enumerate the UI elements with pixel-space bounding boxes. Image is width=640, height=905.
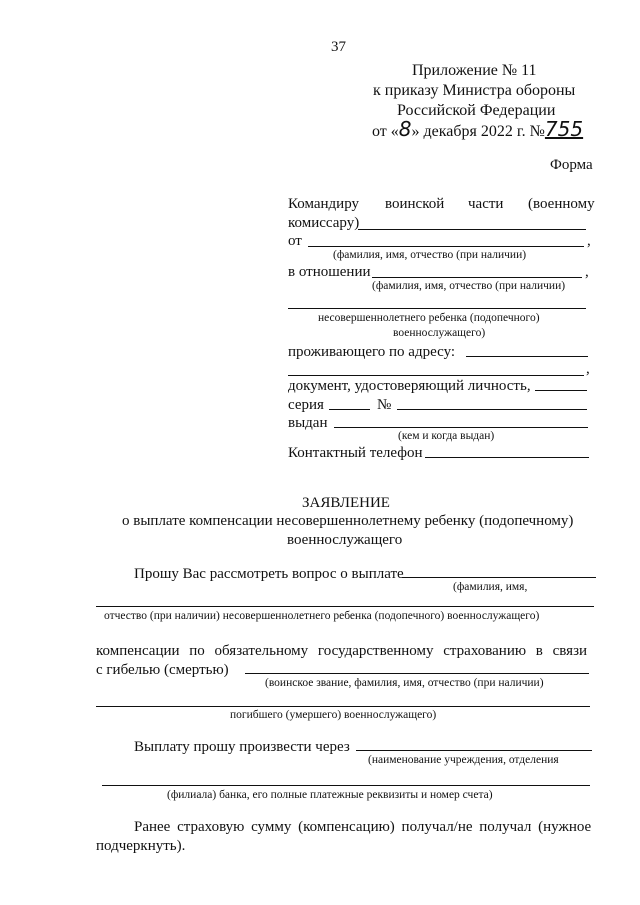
id-document-line[interactable]: [535, 390, 587, 391]
address-label: проживающего по адресу:: [288, 344, 456, 360]
from-comma: ,: [587, 233, 591, 249]
number-label: №: [377, 397, 392, 413]
document-subtitle-2: военнослужащего: [287, 532, 403, 548]
regarding-hint: (фамилия, имя, отчество (при наличии): [372, 280, 566, 292]
date-day: 8: [398, 117, 412, 141]
from-label: от: [288, 233, 302, 249]
child-line[interactable]: [288, 308, 586, 309]
institution-line-2[interactable]: [102, 785, 590, 786]
deceased-hint-1: (воинское звание, фамилия, имя, отчество (при наличии): [265, 677, 544, 689]
deceased-hint-2: погибшего (умершего) военнослужащего): [230, 709, 437, 721]
document-title: ЗАЯВЛЕНИЕ: [302, 495, 390, 511]
date-middle: » декабря 2022 г. №: [411, 123, 545, 140]
address-line-2[interactable]: [288, 375, 584, 376]
previous-payment-text-2: подчеркнуть).: [96, 838, 186, 854]
addressee-word-4: (военному: [528, 196, 595, 212]
from-hint: (фамилия, имя, отчество (при наличии): [333, 249, 527, 261]
payment-text: Выплату прошу произвести через: [134, 739, 350, 755]
phone-line[interactable]: [425, 457, 589, 458]
series-line[interactable]: [329, 409, 370, 410]
child-fullname-hint: отчество (при наличии) несовершеннолетнего ребенка (подопечного) военнослужащего): [104, 610, 540, 622]
child-name-line[interactable]: [402, 577, 596, 578]
deceased-line-2[interactable]: [96, 706, 590, 707]
compensation-text-2: с гибелью (смертью): [96, 662, 229, 678]
series-label: серия: [288, 397, 324, 413]
phone-label: Контактный телефон: [288, 445, 423, 461]
order-number: 755: [544, 117, 584, 141]
child-name-hint: (фамилия, имя,: [453, 581, 528, 593]
document-subtitle-1: о выплате компенсации несовершеннолетнему ребенку (подопечному): [122, 513, 574, 529]
date-prefix: от «: [372, 123, 399, 140]
issued-hint: (кем и когда выдан): [398, 430, 495, 442]
regarding-line[interactable]: [372, 277, 582, 278]
number-line[interactable]: [397, 409, 587, 410]
institution-hint: (наименование учреждения, отделения: [368, 754, 559, 766]
deceased-line-1[interactable]: [245, 673, 589, 674]
addressee-word-2: воинской: [385, 196, 445, 212]
addressee-word-1: Командиру: [288, 196, 360, 212]
compensation-text-1: компенсации по обязательному государственному страхованию в связи: [96, 643, 588, 659]
appendix-title: Приложение № 11: [412, 62, 537, 79]
from-line[interactable]: [308, 246, 584, 247]
request-text: Прошу Вас рассмотреть вопрос о выплате: [134, 566, 404, 582]
issued-label: выдан: [288, 415, 328, 431]
child-hint-2: военнослужащего): [393, 327, 486, 339]
form-label: Форма: [550, 157, 593, 173]
institution-line-1[interactable]: [356, 750, 592, 751]
previous-payment-text-1: Ранее страховую сумму (компенсацию) получал/не получал (нужное: [134, 819, 592, 835]
federation-name: Российской Федерации: [397, 102, 556, 119]
addressee-word-3: части: [468, 196, 504, 212]
child-fullname-line[interactable]: [96, 606, 594, 607]
order-date: [372, 117, 584, 141]
addressee-commissar: комиссару): [288, 215, 360, 231]
commissar-line[interactable]: [358, 229, 586, 230]
regarding-comma: ,: [585, 264, 589, 280]
id-document-label: документ, удостоверяющий личность,: [288, 378, 531, 394]
issued-line[interactable]: [334, 427, 588, 428]
address-line-1[interactable]: [466, 356, 588, 357]
regarding-label: в отношении: [288, 264, 371, 280]
child-hint-1: несовершеннолетнего ребенка (подопечного): [318, 312, 540, 324]
page-number: 37: [331, 39, 346, 55]
bank-hint: (филиала) банка, его полные платежные реквизиты и номер счета): [167, 789, 493, 801]
order-reference: к приказу Министра обороны: [373, 82, 576, 99]
address-comma: ,: [586, 361, 590, 377]
